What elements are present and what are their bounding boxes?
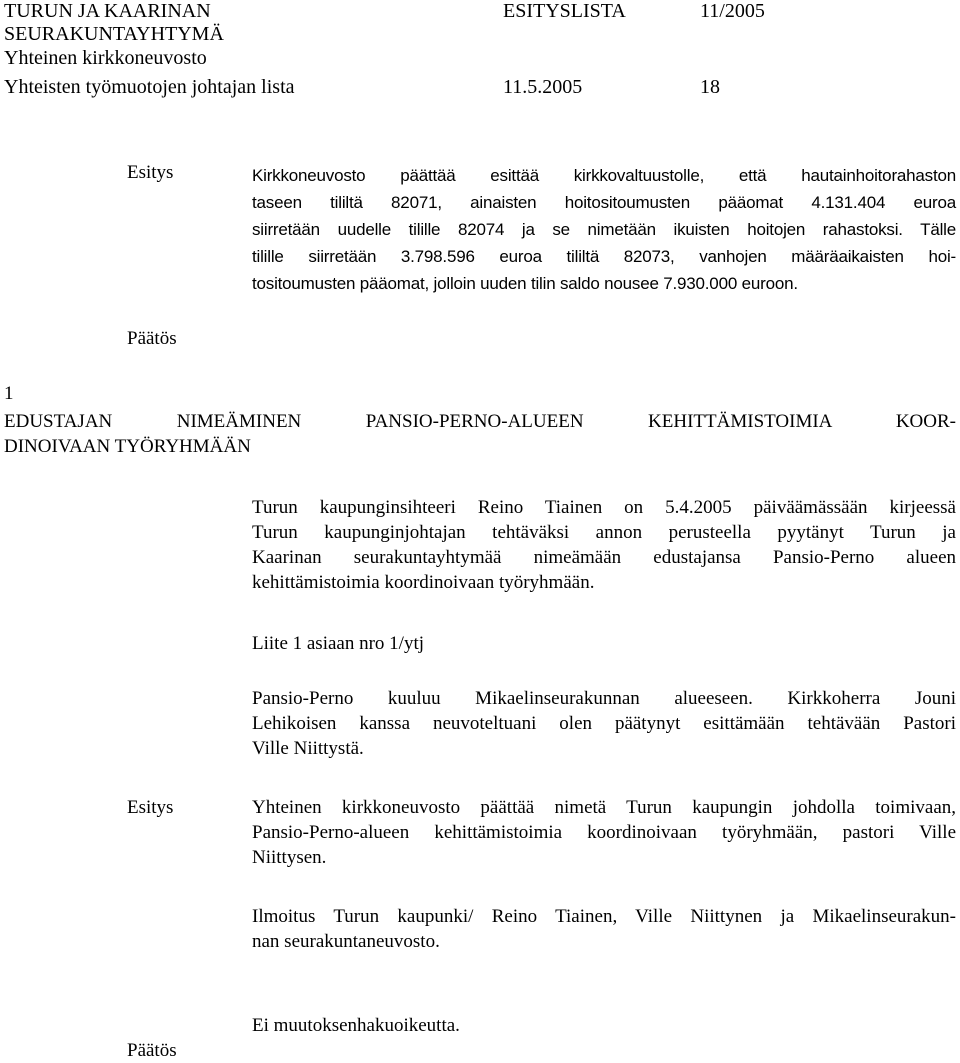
esitys-label-prev: Esitys xyxy=(127,162,174,183)
esitys-line: taseen tililtä 82071, ainaisten hoitositoumusten pääomat 4.131.404 euroa xyxy=(252,193,956,212)
page-number: 18 xyxy=(700,76,720,98)
doc-number: 11/2005 xyxy=(700,0,765,22)
esitys-text-prev xyxy=(252,162,956,297)
esitys-line: Kirkkoneuvosto päättää esittää kirkkovaltuustolle, että hautainhoitorahaston xyxy=(252,166,956,185)
esitys-line: Yhteinen kirkkoneuvosto päättää nimetä Turun kaupungin johdolla toimivaan, xyxy=(252,797,956,818)
esitys-line: siirretään uudelle tilille 82074 ja se nimetään ikuisten hoitojen rahastoksi. Tälle xyxy=(252,220,956,239)
notice-text xyxy=(252,904,956,954)
item-title xyxy=(4,409,956,459)
notice-line: nan seurakuntaneuvosto. xyxy=(252,931,440,952)
list-name: Yhteisten työmuotojen johtajan lista xyxy=(4,76,295,98)
esitys-line: tositoumusten pääomat, jolloin uuden tilin saldo nousee 7.930.000 euroon. xyxy=(252,274,798,293)
paatos-label-prev: Päätös xyxy=(127,328,177,349)
esitys-label: Esitys xyxy=(127,797,174,818)
appeal-statement: Ei muutoksenhakuoikeutta. xyxy=(252,1015,460,1036)
paragraph-line: Lehikoisen kanssa neuvoteltuani olen päätynyt esittämään tehtävään Pastori xyxy=(252,713,956,734)
org-name-line1: TURUN JA KAARINAN xyxy=(4,0,211,22)
paragraph-line: Ville Niittystä. xyxy=(252,738,364,759)
paragraph-negotiation xyxy=(252,686,956,761)
paragraph-line: Pansio-Perno kuuluu Mikaelinseurakunnan alueeseen. Kirkkoherra Jouni xyxy=(252,688,956,709)
esitys-line: tilille siirretään 3.798.596 euroa tililtä 82073, vanhojen määräaikaisten hoi- xyxy=(252,247,956,266)
item-title-line: EDUSTAJAN NIMEÄMINEN PANSIO-PERNO-ALUEEN KEHITTÄMISTOIMIA KOOR- xyxy=(4,411,956,432)
esitys-text xyxy=(252,795,956,870)
paragraph-request xyxy=(252,495,956,595)
body-name: Yhteinen kirkkoneuvosto xyxy=(4,47,207,69)
item-number: 1 xyxy=(4,383,14,404)
paragraph-line: Kaarinan seurakuntayhtymää nimeämään edustajansa Pansio-Perno alueen xyxy=(252,547,956,568)
attachment-reference: Liite 1 asiaan nro 1/ytj xyxy=(252,633,425,654)
paragraph-line: kehittämistoimia koordinoivaan työryhmään. xyxy=(252,572,595,593)
doc-type: ESITYSLISTA xyxy=(503,0,626,22)
paragraph-line: Turun kaupunginjohtajan tehtäväksi annon perusteella pyytänyt Turun ja xyxy=(252,522,956,543)
esitys-line: Pansio-Perno-alueen kehittämistoimia koordinoivaan työryhmään, pastori Ville xyxy=(252,822,956,843)
esitys-line: Niittysen. xyxy=(252,847,327,868)
paragraph-line: Turun kaupunginsihteeri Reino Tiainen on 5.4.2005 päiväämässään kirjeessä xyxy=(252,497,956,518)
notice-line: Ilmoitus Turun kaupunki/ Reino Tiainen, Ville Niittynen ja Mikaelinseurakun- xyxy=(252,906,956,927)
meeting-date: 11.5.2005 xyxy=(503,76,583,98)
paatos-label: Päätös xyxy=(127,1040,177,1061)
item-title-line: DINOIVAAN TYÖRYHMÄÄN xyxy=(4,436,251,457)
org-name-line2: SEURAKUNTAYHTYMÄ xyxy=(4,23,224,45)
